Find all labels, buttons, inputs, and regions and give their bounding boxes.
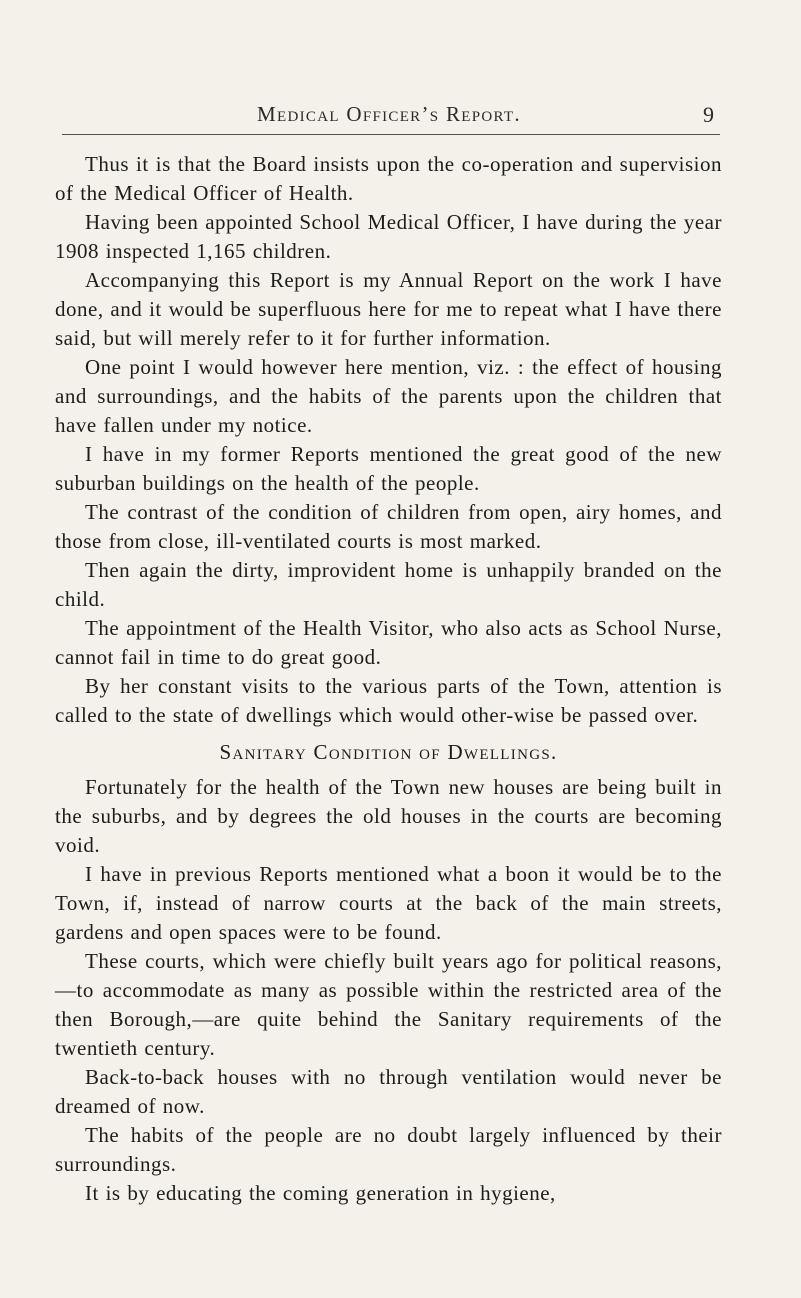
paragraph: One point I would however here mention, viz. : the effect of housing and surroundings, and the habits of the parents upon the children that have fallen under my notice. (55, 355, 722, 437)
paragraph: Then again the dirty, improvident home is unhappily branded on the child. (55, 558, 722, 611)
page-number: 9 (703, 102, 714, 127)
paragraph: Thus it is that the Board insists upon the co-operation and supervision of the Medical Officer of Health. (55, 152, 722, 205)
paragraph: The appointment of the Health Visitor, who also acts as School Nurse, cannot fail in time to do great good. (55, 616, 722, 669)
body-text (55, 150, 722, 1208)
paragraph: Having been appointed School Medical Officer, I have during the year 1908 inspected 1,165 children. (55, 210, 722, 263)
paragraph: The habits of the people are no doubt largely influenced by their surroundings. (55, 1123, 722, 1176)
paragraph: Fortunately for the health of the Town new houses are being built in the suburbs, and by degrees the old houses in the courts are becoming void. (55, 775, 722, 857)
running-title: Medical Officer’s Report. (257, 102, 521, 126)
paragraph: The contrast of the condition of children from open, airy homes, and those from close, ill-ventilated courts is most marked. (55, 500, 722, 553)
paragraph: It is by educating the coming generation in hygiene, (85, 1181, 556, 1205)
paragraph: By her constant visits to the various parts of the Town, attention is called to the state of dwellings which would other-wise be passed over. (55, 674, 722, 727)
header-rule (62, 134, 720, 135)
section-heading: Sanitary Condition of Dwellings. (219, 740, 558, 764)
paragraph: These courts, which were chiefly built years ago for political reasons,—to accommodate as many as possible within the restricted area of the then Borough,—are quite behind the Sanitary requirements of the twentieth century. (55, 949, 722, 1060)
paragraph: Accompanying this Report is my Annual Report on the work I have done, and it would be superfluous here for me to repeat what I have there said, but will merely refer to it for further information. (55, 268, 722, 350)
running-head (58, 102, 720, 136)
paragraph: I have in previous Reports mentioned what a boon it would be to the Town, if, instead of narrow courts at the back of the main streets, gardens and open spaces were to be found. (55, 862, 722, 944)
paragraph: I have in my former Reports mentioned the great good of the new suburban buildings on the health of the people. (55, 442, 722, 495)
paragraph: Back-to-back houses with no through ventilation would never be dreamed of now. (55, 1065, 722, 1118)
